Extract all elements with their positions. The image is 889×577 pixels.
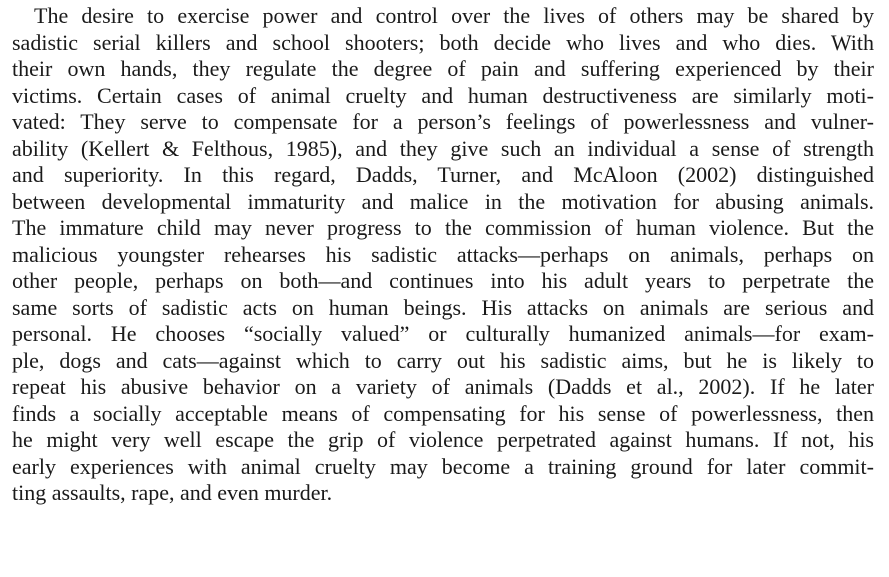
paragraph-line: he might very well escape the grip of violence perpetrated against humans. If not, his [12, 427, 874, 452]
paragraph-line: vated: They serve to compensate for a person’s feelings of powerlessness and vulner- [12, 109, 874, 134]
paragraph-line: victims. Certain cases of animal cruelty and human destructiveness are similarly moti- [12, 82, 874, 108]
paragraph-line: The immature child may never progress to the commission of human violence. But the [12, 215, 874, 240]
paragraph-line: repeat his abusive behavior on a variety of animals (Dadds et al., 2002). If he later [12, 374, 874, 399]
paragraph-line: early experiences with animal cruelty may become a training ground for later commit- [12, 453, 874, 479]
paragraph-line: between developmental immaturity and malice in the motivation for abusing animals. [12, 188, 874, 214]
paragraph-line: ple, dogs and cats—against which to carry out his sadistic aims, but he is likely to [12, 347, 874, 373]
paragraph-line: The desire to exercise power and control over the lives of others may be shared by [34, 3, 874, 28]
paragraph-line: and superiority. In this regard, Dadds, Turner, and McAloon (2002) distinguished [12, 162, 874, 187]
paragraph-line: their own hands, they regulate the degree of pain and suffering experienced by their [12, 56, 874, 81]
document-page [12, 0, 874, 577]
paragraph-line: sadistic serial killers and school shooters; both decide who lives and who dies. With [12, 29, 874, 55]
paragraph-line: other people, perhaps on both—and continues into his adult years to perpetrate the [12, 268, 874, 293]
paragraph-line: same sorts of sadistic acts on human beings. His attacks on animals are serious and [12, 294, 874, 320]
paragraph-line: personal. He chooses “socially valued” or culturally humanized animals—for exam- [12, 321, 874, 346]
paragraph-line: malicious youngster rehearses his sadistic attacks—perhaps on animals, perhaps on [12, 241, 874, 267]
paragraph-line: finds a socially acceptable means of compensating for his sense of powerlessness, then [12, 400, 874, 426]
paragraph-line: ability (Kellert & Felthous, 1985), and they give such an individual a sense of strength [12, 135, 874, 161]
paragraph-line: ting assaults, rape, and even murder. [12, 480, 333, 505]
body-paragraph [12, 3, 874, 507]
